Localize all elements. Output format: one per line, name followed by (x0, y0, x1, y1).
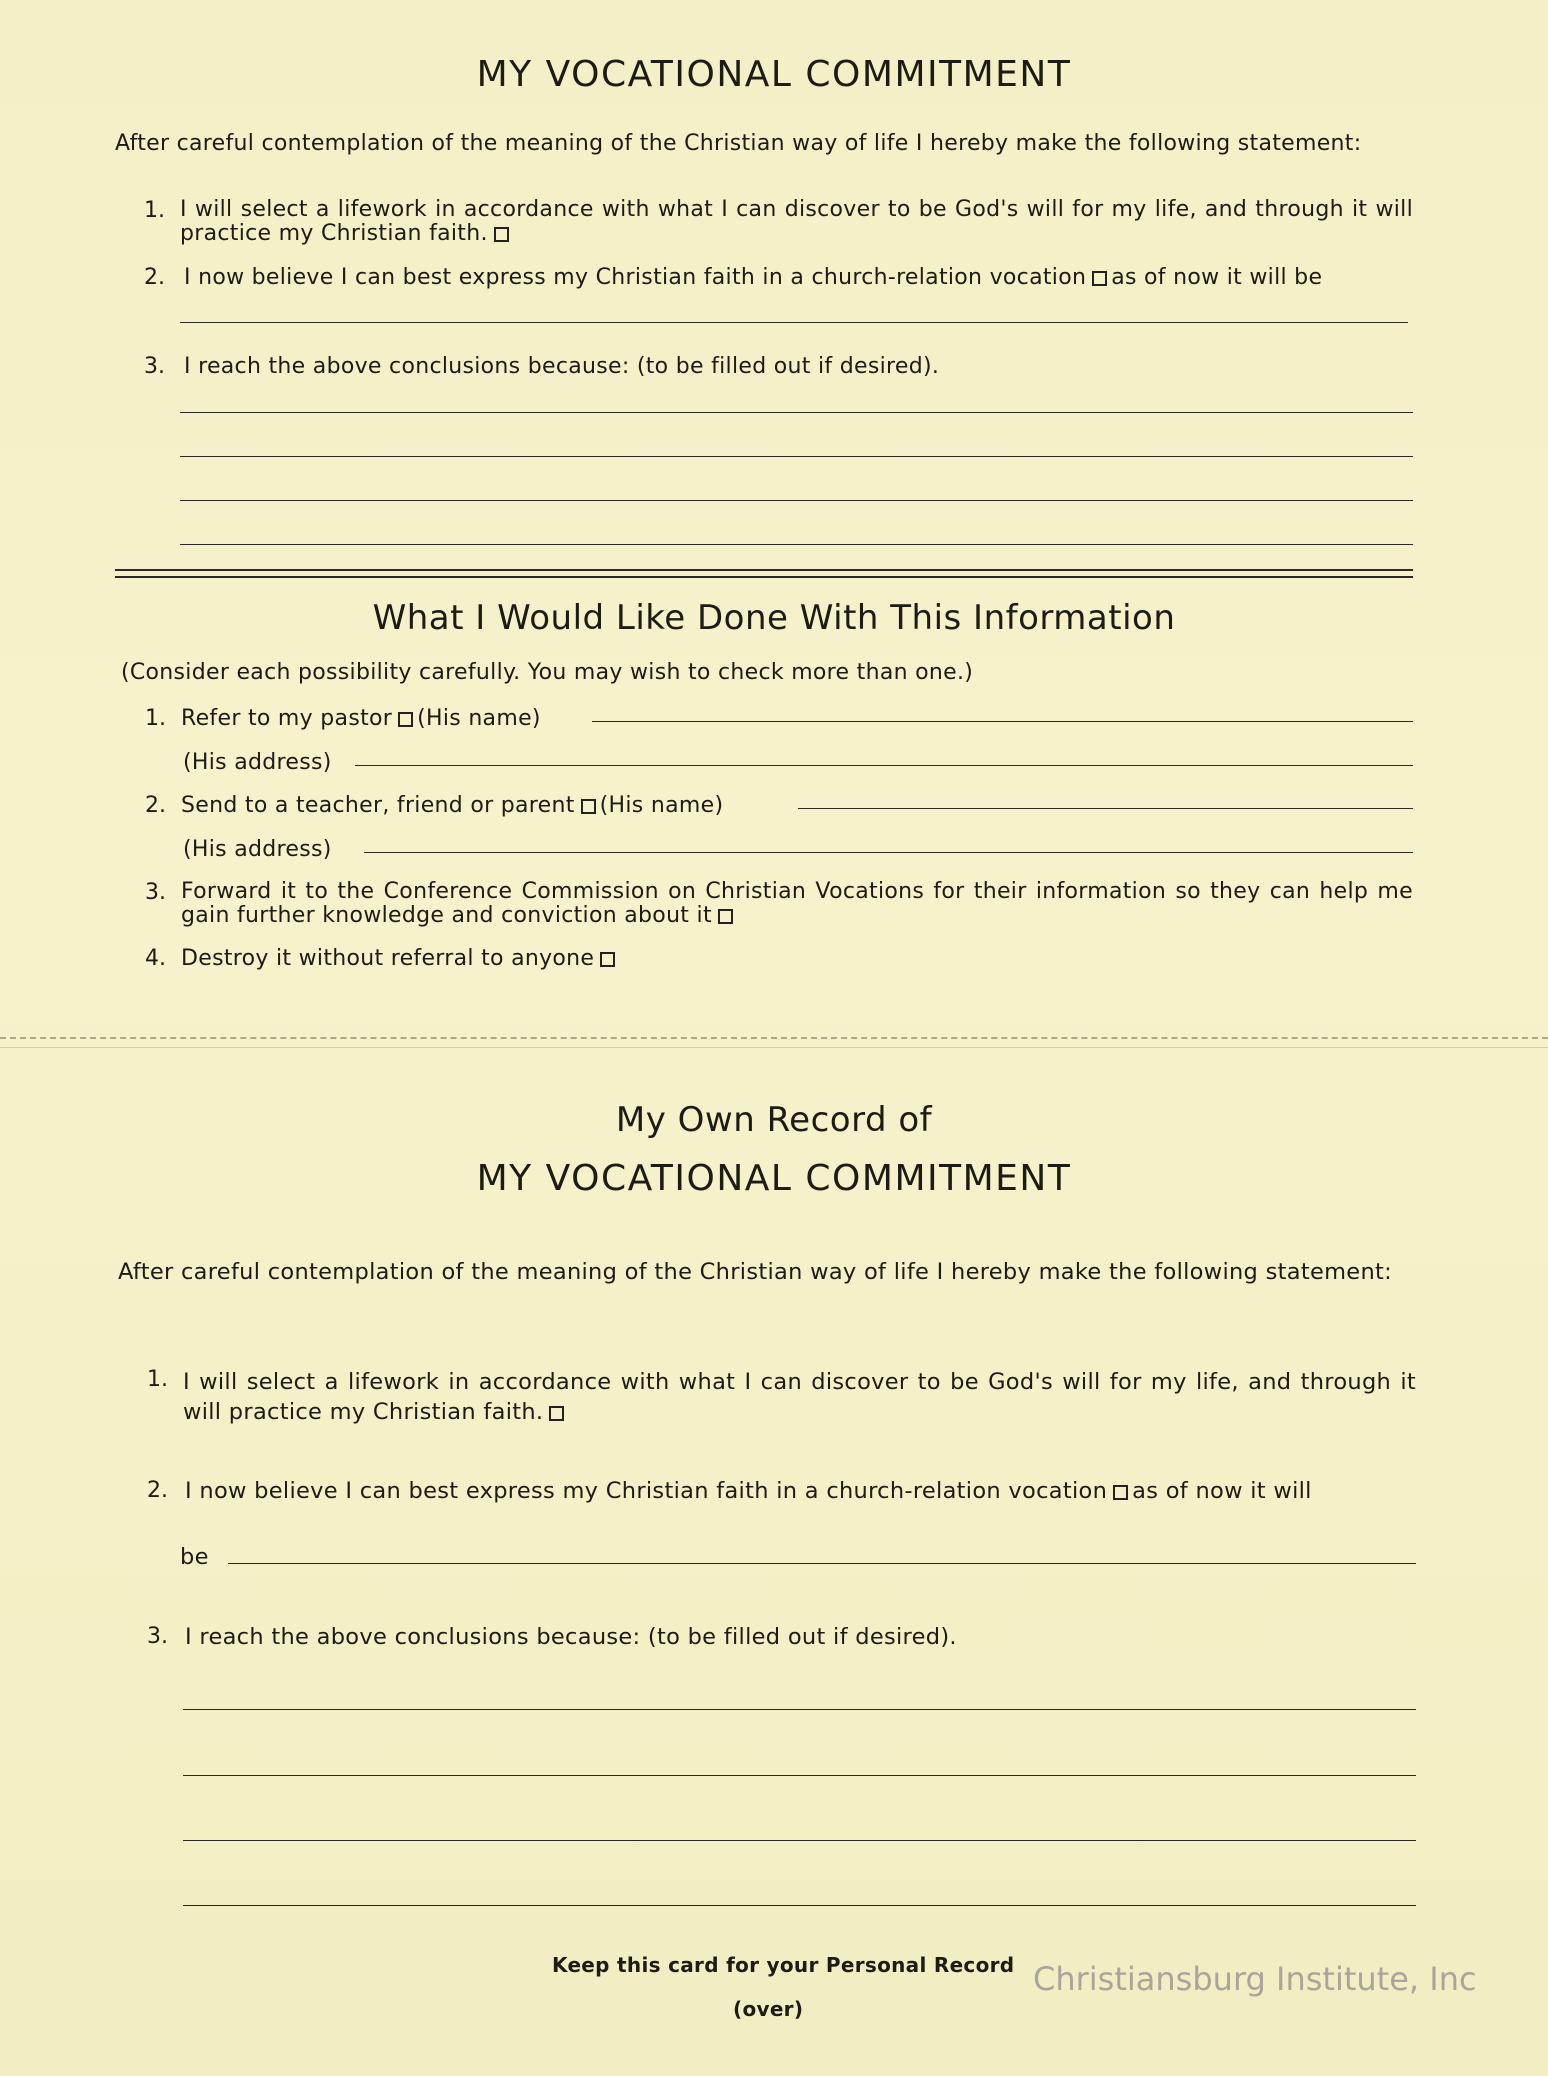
card1-item2-text-after: as of now it will be (1111, 265, 1323, 290)
card1-item1 (180, 198, 1413, 246)
card1-item2-blank-line[interactable] (180, 322, 1408, 323)
record-item1-text: I will select a lifework in accordance with what I can discover to be God's will for my life, and through it will practice my Christian faith. (183, 1369, 1416, 1425)
card2-item2 (181, 793, 723, 818)
card2-item2-number: 2. (145, 793, 166, 818)
record-heading-line1: My Own Record of (615, 1100, 933, 1140)
record-item2-checkbox[interactable] (1113, 1485, 1128, 1500)
record-item2-text-after: as of now it will (1132, 1478, 1312, 1504)
card2-item1-address-line[interactable] (355, 765, 1413, 766)
card1-reason-line-2[interactable] (180, 456, 1413, 457)
watermark: Christiansburg Institute, Inc (1033, 1960, 1477, 1998)
record-reason-line-1[interactable] (183, 1709, 1416, 1710)
card2-item2-address-label: (His address) (183, 837, 332, 862)
record-reason-line-2[interactable] (183, 1775, 1416, 1776)
card2-item4-number: 4. (145, 946, 166, 971)
record-item2-number: 2. (147, 1478, 168, 1503)
card1-title: MY VOCATIONAL COMMITMENT (476, 54, 1072, 95)
record-heading-line2: MY VOCATIONAL COMMITMENT (476, 1158, 1072, 1199)
card1-item2-text: I now believe I can best express my Christian faith in a church-relation vocation (184, 265, 1087, 290)
record-intro: After careful contemplation of the meaning of the Christian way of life I hereby make the following statement: (118, 1259, 1393, 1285)
card2-item1 (181, 706, 541, 731)
record-item1-checkbox[interactable] (549, 1406, 564, 1421)
card1-item3-text: I reach the above conclusions because: (to be filled out if desired). (184, 354, 940, 379)
card1-item2-checkbox[interactable] (1092, 271, 1107, 286)
card1-item1-text: I will select a lifework in accordance with what I can discover to be God's will for my life, and through it will practice my Christian faith. (180, 197, 1413, 246)
card2-item3-number: 3. (145, 880, 166, 905)
card2-item2-label: Send to a teacher, friend or parent (181, 793, 575, 818)
card1-item2-number: 2. (144, 265, 165, 290)
record-item1 (183, 1367, 1416, 1427)
record-item1-number: 1. (147, 1367, 168, 1392)
card2-item1-label: Refer to my pastor (181, 706, 393, 731)
card2-item2-address-line[interactable] (364, 852, 1413, 853)
card2-item1-name-line[interactable] (592, 721, 1413, 722)
section-divider-bottom (115, 576, 1413, 578)
card2-item2-checkbox[interactable] (581, 799, 596, 814)
record-item2-blank-line[interactable] (228, 1563, 1416, 1564)
card2-item1-checkbox[interactable] (398, 712, 413, 727)
card1-item1-number: 1. (144, 198, 165, 223)
card2-note: (Consider each possibility carefully. You may wish to check more than one.) (121, 660, 974, 685)
card2-item4-text: Destroy it without referral to anyone (181, 946, 595, 971)
card2-item3 (181, 880, 1413, 928)
card1-reason-line-1[interactable] (180, 412, 1413, 413)
card1-item2 (184, 265, 1322, 290)
record-item2-be-label: be (180, 1544, 209, 1570)
card1-item3-number: 3. (144, 354, 165, 379)
card1-reason-line-3[interactable] (180, 500, 1413, 501)
card2-item1-number: 1. (145, 706, 166, 731)
card1-reason-line-4[interactable] (180, 544, 1413, 545)
card1-intro: After careful contemplation of the meaning of the Christian way of life I hereby make the following statement: (115, 131, 1362, 156)
card2-item1-address-label: (His address) (183, 750, 332, 775)
record-footer-over: (over) (733, 1997, 804, 2021)
section-divider-top (115, 569, 1413, 571)
perforation-fold-line (0, 1037, 1548, 1048)
card2-item2-name-line[interactable] (798, 808, 1413, 809)
card2-item3-text: Forward it to the Conference Commission on Christian Vocations for their information so they can help me gain further knowledge and conviction about it (181, 879, 1413, 928)
record-reason-line-4[interactable] (183, 1905, 1416, 1906)
card2-title: What I Would Like Done With This Information (372, 598, 1176, 638)
card1-item1-checkbox[interactable] (494, 227, 509, 242)
record-item2-text: I now believe I can best express my Christian faith in a church-relation vocation (185, 1478, 1108, 1504)
record-item3-text: I reach the above conclusions because: (to be filled out if desired). (185, 1624, 957, 1650)
card2-item1-name-label: (His name) (417, 706, 541, 731)
record-item2 (185, 1478, 1312, 1504)
card2-item4-checkbox[interactable] (600, 952, 615, 967)
card2-item2-name-label: (His name) (599, 793, 724, 818)
card2-item4 (181, 946, 619, 971)
record-item3-number: 3. (147, 1624, 168, 1649)
record-reason-line-3[interactable] (183, 1840, 1416, 1841)
record-footer-keep: Keep this card for your Personal Record (552, 1953, 1015, 1977)
card2-item3-checkbox[interactable] (718, 909, 733, 924)
